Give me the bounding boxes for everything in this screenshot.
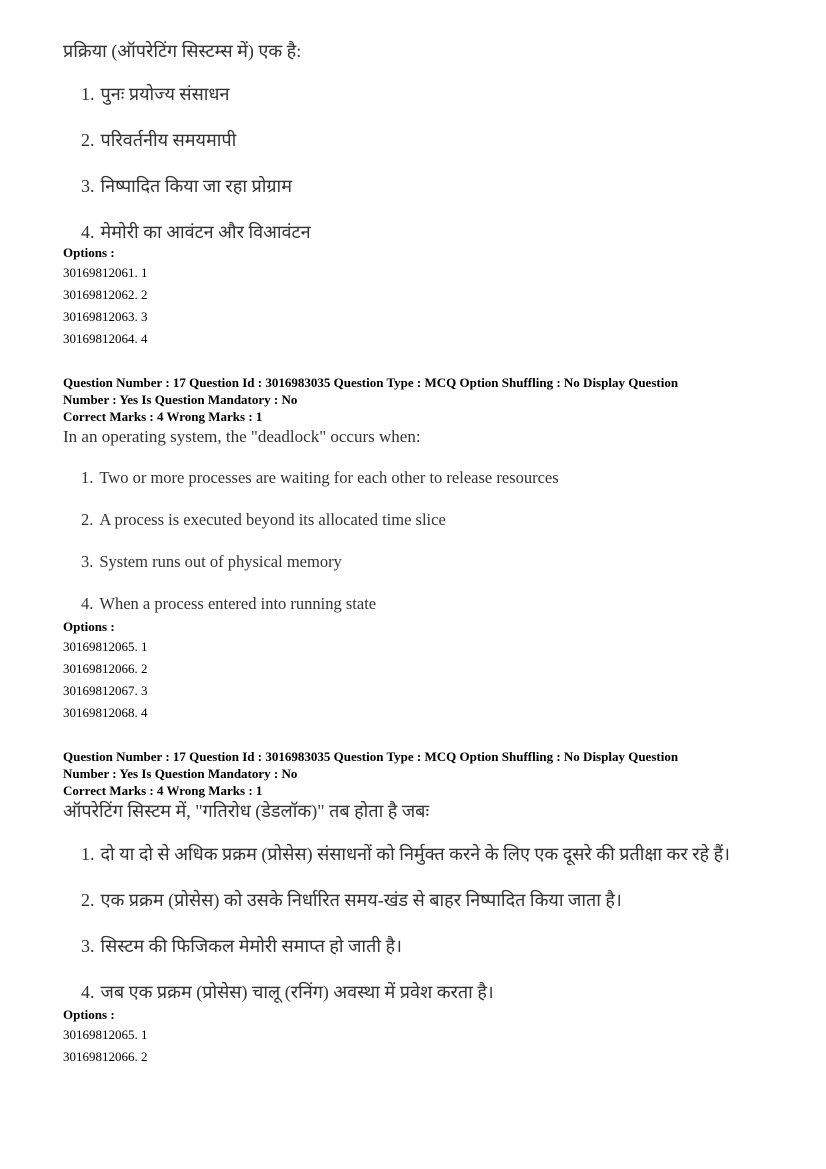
question-17-hi-option-3: 3. सिस्टम की फिजिकल मेमोरी समाप्त हो जाती है। [81, 936, 402, 956]
question-16-option-id-4: 30169812064. 4 [63, 331, 148, 346]
question-16-option-2: 2. परिवर्तनीय समयमापी [81, 130, 237, 150]
question-17-meta-line-1: Question Number : 17 Question Id : 3016983035 Question Type : MCQ Option Shuffling : No Display Question [63, 375, 679, 390]
question-17-stem: In an operating system, the "deadlock" occurs when: [63, 427, 421, 446]
question-17-options-label: Options : [63, 619, 115, 634]
question-17-hi-option-id-1: 30169812065. 1 [63, 1027, 148, 1042]
question-16-option-4: 4. मेमोरी का आवंटन और विआवंटन [81, 222, 311, 242]
question-17-hi-option-1: 1. दो या दो से अधिक प्रक्रम (प्रोसेस) संसाधनों को निर्मुक्त करने के लिए एक दूसरे की प्रतीक्षा कर रहे हैं। [81, 844, 730, 864]
question-17-option-id-2: 30169812066. 2 [63, 661, 148, 676]
question-16-option-id-2: 30169812062. 2 [63, 287, 148, 302]
question-17-hi-stem: ऑपरेटिंग सिस्टम में, "गतिरोध (डेडलॉक)" तब होता है जबः [63, 801, 430, 821]
question-17-hi-options-label: Options : [63, 1007, 115, 1022]
question-17-option-3: 3. System runs out of physical memory [81, 552, 342, 571]
question-17-hi-meta-line-1: Question Number : 17 Question Id : 3016983035 Question Type : MCQ Option Shuffling : No Display Question [63, 749, 679, 764]
question-17-meta-line-2: Number : Yes Is Question Mandatory : No [63, 392, 298, 407]
question-17-option-id-1: 30169812065. 1 [63, 639, 148, 654]
question-16-option-3: 3. निष्पादित किया जा रहा प्रोग्राम [81, 176, 292, 196]
question-16-option-1: 1. पुनः प्रयोज्य संसाधन [81, 84, 230, 104]
question-17-meta-line-3: Correct Marks : 4 Wrong Marks : 1 [63, 409, 263, 424]
question-17-hi-meta-line-2: Number : Yes Is Question Mandatory : No [63, 766, 298, 781]
question-17-option-2: 2. A process is executed beyond its allocated time slice [81, 510, 446, 529]
document-page [63, 36, 783, 1068]
question-17-option-id-4: 30169812068. 4 [63, 705, 148, 720]
question-17-hi-meta-line-3: Correct Marks : 4 Wrong Marks : 1 [63, 783, 263, 798]
question-16-stem: प्रक्रिया (ऑपरेटिंग सिस्टम्स में) एक है: [63, 41, 302, 61]
question-16-options-label: Options : [63, 245, 115, 260]
question-17-option-id-3: 30169812067. 3 [63, 683, 148, 698]
question-17-hi-option-4: 4. जब एक प्रक्रम (प्रोसेस) चालू (रनिंग) अवस्था में प्रवेश करता है। [81, 982, 494, 1002]
question-16-option-id-1: 30169812061. 1 [63, 265, 148, 280]
question-17-option-4: 4. When a process entered into running state [81, 594, 377, 613]
question-17-option-1: 1. Two or more processes are waiting for each other to release resources [81, 468, 559, 487]
question-16-option-id-3: 30169812063. 3 [63, 309, 148, 324]
question-17-hi-option-2: 2. एक प्रक्रम (प्रोसेस) को उसके निर्धारित समय-खंड से बाहर निष्पादित किया जाता है। [81, 890, 622, 910]
question-17-hi-option-id-2: 30169812066. 2 [63, 1049, 148, 1064]
